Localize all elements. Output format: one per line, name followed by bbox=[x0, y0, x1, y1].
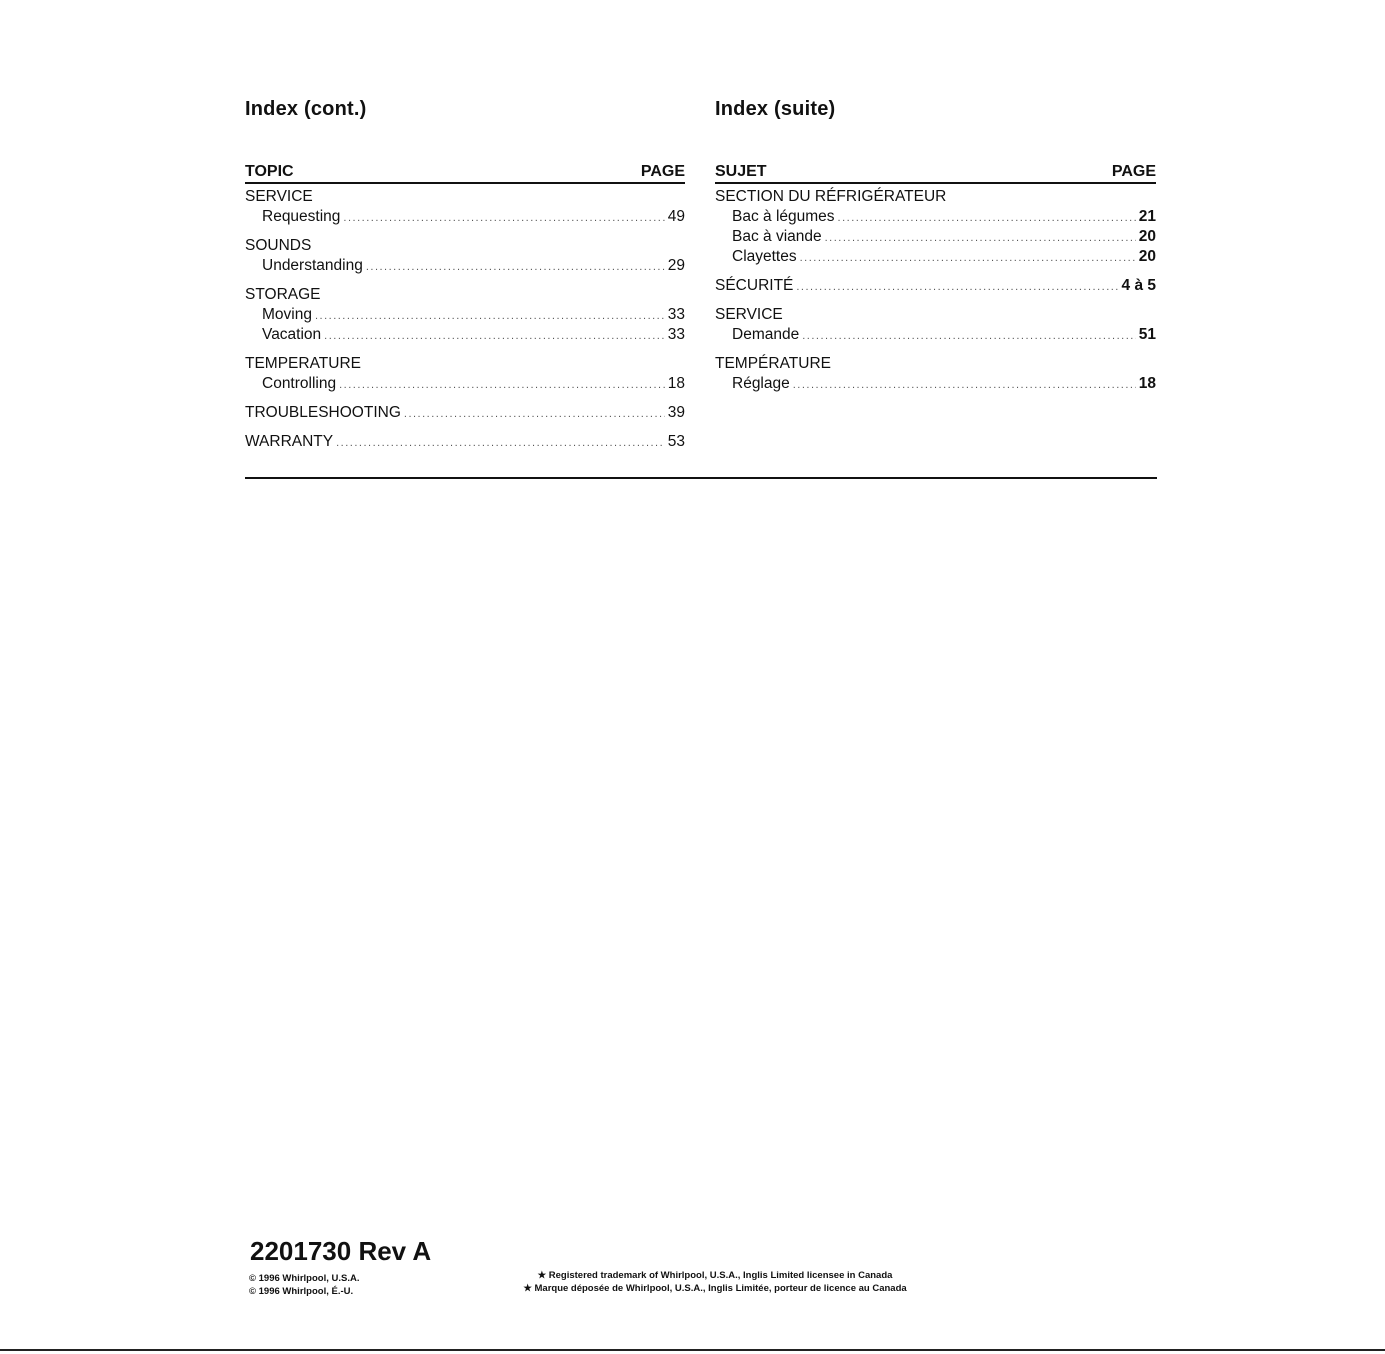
trademark-line: ★ Marque déposée de Whirlpool, U.S.A., Inglis Limitée, porteur de licence au Canada bbox=[523, 1283, 907, 1294]
entry-label: Controlling bbox=[262, 375, 337, 392]
page-column-header: PAGE bbox=[1111, 163, 1156, 180]
index-entry bbox=[245, 374, 685, 394]
entry-label: Moving bbox=[262, 306, 312, 323]
entry-label: WARRANTY bbox=[245, 433, 334, 450]
index-heading: TEMPÉRATURE bbox=[715, 355, 831, 372]
index-entry bbox=[245, 305, 685, 325]
entry-label: Réglage bbox=[732, 375, 790, 392]
copyright-notice bbox=[249, 1272, 359, 1298]
entry-page: 29 bbox=[667, 257, 685, 274]
part-number: 2201730 Rev A bbox=[250, 1236, 432, 1266]
entry-label: Vacation bbox=[262, 326, 322, 343]
entry-page: 21 bbox=[1138, 208, 1156, 225]
entry-page: 18 bbox=[1138, 375, 1156, 392]
index-entry bbox=[715, 227, 1156, 247]
index-title-english: Index (cont.) bbox=[245, 98, 367, 120]
dot-leader bbox=[793, 375, 1136, 395]
dot-leader bbox=[336, 433, 665, 453]
index-entry bbox=[715, 276, 1156, 296]
entry-label: SÉCURITÉ bbox=[715, 277, 794, 294]
dot-leader bbox=[343, 208, 664, 228]
copyright-line: © 1996 Whirlpool, É.-U. bbox=[249, 1286, 354, 1297]
index-entry bbox=[245, 432, 685, 452]
index-title-french: Index (suite) bbox=[715, 98, 836, 120]
entry-label: Clayettes bbox=[732, 248, 797, 265]
entry-page: 18 bbox=[667, 375, 685, 392]
entry-page: 20 bbox=[1138, 228, 1156, 245]
entry-page: 53 bbox=[667, 433, 685, 450]
index-entry bbox=[715, 207, 1156, 227]
table-header-english bbox=[245, 158, 685, 184]
entry-page: 4 à 5 bbox=[1121, 277, 1156, 294]
index-entry bbox=[245, 256, 685, 276]
dot-leader bbox=[838, 208, 1136, 228]
index-heading: SERVICE bbox=[245, 188, 313, 205]
entry-page: 51 bbox=[1138, 326, 1156, 343]
dot-leader bbox=[366, 257, 665, 277]
index-group bbox=[245, 236, 685, 276]
entry-page: 39 bbox=[667, 404, 685, 421]
table-header-french bbox=[715, 158, 1156, 184]
dot-leader bbox=[404, 404, 665, 424]
index-entry bbox=[715, 374, 1156, 394]
entry-page: 20 bbox=[1138, 248, 1156, 265]
index-heading: SECTION DU RÉFRIGÉRATEUR bbox=[715, 188, 947, 205]
index-entries-english bbox=[245, 187, 685, 461]
index-group bbox=[715, 187, 1156, 267]
dot-leader bbox=[796, 277, 1118, 297]
dot-leader bbox=[324, 326, 665, 346]
page-bottom-edge bbox=[0, 1349, 1385, 1351]
index-group bbox=[245, 285, 685, 345]
copyright-line: © 1996 Whirlpool, U.S.A. bbox=[249, 1273, 360, 1284]
index-heading: SERVICE bbox=[715, 306, 783, 323]
index-heading: SOUNDS bbox=[245, 237, 312, 254]
dot-leader bbox=[315, 306, 665, 326]
index-heading: TEMPERATURE bbox=[245, 355, 361, 372]
index-group bbox=[715, 305, 1156, 345]
entry-label: Requesting bbox=[262, 208, 341, 225]
entry-page: 49 bbox=[667, 208, 685, 225]
trademark-line: ★ Registered trademark of Whirlpool, U.S.A., Inglis Limited licensee in Canada bbox=[537, 1270, 893, 1281]
dot-leader bbox=[802, 326, 1136, 346]
index-entry bbox=[715, 325, 1156, 345]
entry-page: 33 bbox=[667, 326, 685, 343]
entry-label: TROUBLESHOOTING bbox=[245, 404, 401, 421]
entry-label: Demande bbox=[732, 326, 800, 343]
dot-leader bbox=[800, 248, 1136, 268]
index-entry bbox=[245, 325, 685, 345]
entry-label: Bac à viande bbox=[732, 228, 822, 245]
index-group bbox=[245, 187, 685, 227]
index-bottom-rule bbox=[245, 477, 1157, 479]
page-column-header: PAGE bbox=[640, 163, 685, 180]
entry-label: Understanding bbox=[262, 257, 363, 274]
dot-leader bbox=[339, 375, 665, 395]
entry-page: 33 bbox=[667, 306, 685, 323]
index-group bbox=[715, 276, 1156, 296]
topic-column-header: SUJET bbox=[715, 163, 767, 180]
dot-leader bbox=[825, 228, 1136, 248]
index-entry bbox=[245, 403, 685, 423]
entry-label: Bac à légumes bbox=[732, 208, 835, 225]
index-group bbox=[245, 432, 685, 452]
index-group bbox=[245, 354, 685, 394]
index-entry bbox=[715, 247, 1156, 267]
index-group bbox=[245, 403, 685, 423]
index-entry bbox=[245, 207, 685, 227]
index-group bbox=[715, 354, 1156, 394]
topic-column-header: TOPIC bbox=[245, 163, 294, 180]
trademark-notice bbox=[480, 1269, 950, 1295]
index-entries-french bbox=[715, 187, 1156, 403]
index-heading: STORAGE bbox=[245, 286, 321, 303]
